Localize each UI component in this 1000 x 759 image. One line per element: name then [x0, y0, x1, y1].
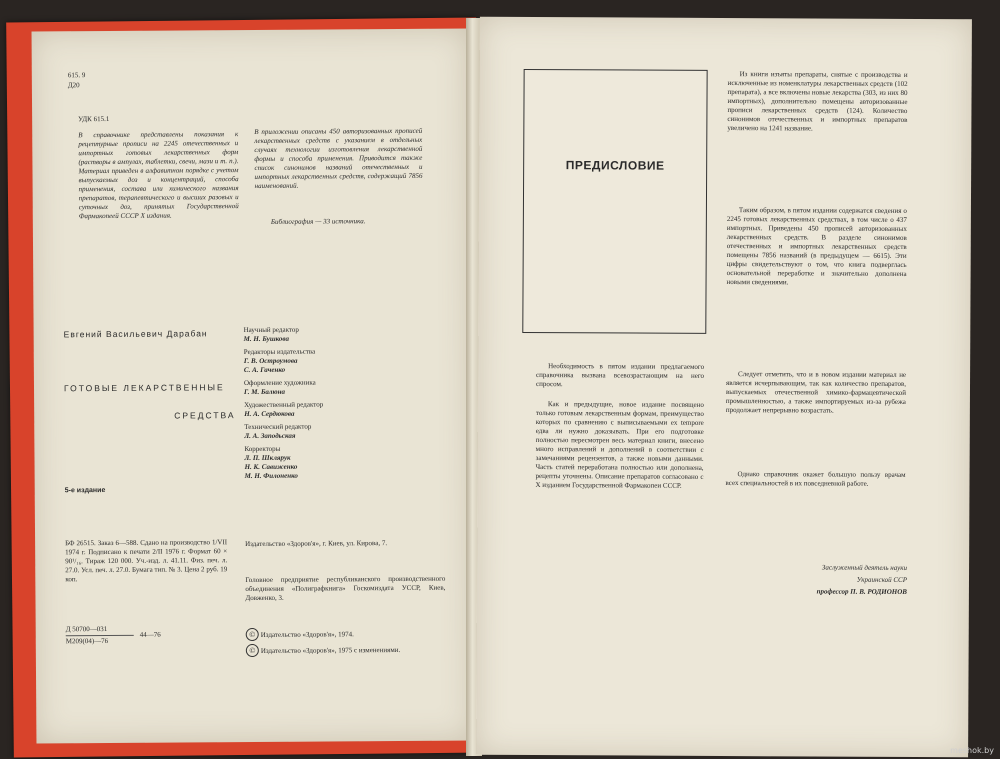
bibliography: Библиография — 33 источника. [270, 217, 366, 226]
preface-right-p3: Следует отметить, что и в новом издании материал не является исчерпывающим, так как количество препаратов, выпускаемых отечественной химико-фармацевтической промышленностью, а также импортируемых из-за рубежа продолжает непрерывно возрастать. [725, 370, 907, 415]
imprint-details: БФ 26515. Заказ 6—588. Сдано на производство 1/VII 1974 г. Подписано к печати 2/II 1976 г. Формат 60 × 90¹/₁₆. Тираж 120 000. Уч.-изд. л. 41.11. Физ. печ. л. 27.0. Усл. печ. л. 27.0. Бумага тип. № 3. Цена 2 руб. 19 коп. [65, 538, 228, 584]
right-page [476, 17, 972, 758]
preface-frame [522, 69, 707, 334]
credit-role: Оформление художника [243, 378, 316, 388]
preface-left-p1: Необходимость в пятом издании предлагаемого справочника вызвана всевозрастающим на него спросом. [535, 362, 705, 389]
abstract-left: В справочнике представлены показания к рецептурные прописи на 2245 отечественных и импортных готовых лекарственных форм (растворы в ампулах, таблетки, свечи, мази и т. п.). Материал приведен в алфавитном порядке с учетом выпускаемых доз и концентраций, способа применения, состава или химического названия препаратов, терапевтического и высших разовых и суточных доз, принятых Государственной Фармакопеей СССР X издания. [78, 130, 239, 221]
credit-role: Редакторы издательства [243, 347, 316, 357]
copyright-icon: © [246, 628, 259, 641]
copyright-1974 [246, 627, 446, 641]
printer-info: Головное предприятие республиканского производственного объединения «Полиграфкнига» Госкомиздата УССР, Киев, Довженко, 3. [245, 574, 446, 603]
catalog-number-bottom: Д20 [67, 81, 80, 90]
credit-role: Художественный редактор [244, 400, 324, 410]
publisher-address: Издательство «Здоров'я», г. Киев, ул. Кирова, 7. [245, 539, 388, 549]
preface-right-p1: Из книги изъяты препараты, снятые с производства и исключенные из номенклатуры лекарственных средств (102 препарата), а все включены новые лекарства (303, из них 80 импортных), дополнительно помещены авторизованные прописи лекарственных средств (124). Количество синонимов отечественных и импортных препаратов увеличено на 1241 название. [727, 70, 908, 133]
preface-right-p4: Однако справочник окажет большую пользу врачам всех специальностей в их повседневной работе. [725, 470, 906, 488]
copyright-icon: © [246, 644, 259, 657]
catalog-number-top: 615. 9 [67, 71, 86, 80]
book-title-line1: ГОТОВЫЕ ЛЕКАРСТВЕННЫЕ [63, 382, 225, 394]
credit-names: Г. М. Балюна [244, 387, 286, 397]
code-right: 44—76 [139, 630, 161, 639]
credit-names: М. Н. Бушкова [243, 334, 290, 344]
preface-title: ПРЕДИСЛОВИЕ [565, 158, 665, 173]
credit-entry [244, 325, 444, 344]
code-top: Д 50700—031 [65, 625, 108, 634]
copyright-1975-text: Издательство «Здоров'я», 1975 с изменениями. [260, 645, 401, 655]
credit-entry [244, 444, 444, 481]
credit-entry [244, 422, 444, 441]
edition-label: 5-е издание [64, 487, 106, 495]
preface-right-p2: Таким образом, в пятом издании содержатся сведения о 2245 готовых лекарственных средствах, в том числе о 437 импортных. Приведены 450 прописей авторизованных лекарственных средств. В разделе синонимов отечественных и импортных лекарственных средств помещены 7856 названий (в предыдущем — 6615). Эти цифры свидетельствуют о том, что книга подверглась основательной переработке и значительно дополнена новыми сведениями. [726, 206, 907, 287]
credit-entry [244, 378, 444, 397]
credit-names: Г. В. Остроумова С. А. Гаченко [243, 356, 298, 375]
left-page [32, 28, 473, 743]
credits-block [244, 325, 445, 485]
signature-line3: профессор П. В. РОДИОНОВ [816, 587, 907, 596]
credit-entry [244, 400, 444, 419]
copyright-1974-text: Издательство «Здоров'я», 1974. [260, 630, 354, 639]
preface-left-p2: Как и предыдущие, новое издание посвящено только готовым лекарственным формам, преимущество которых по сравнению с выписываемыми ex tempore едва ли нужно доказывать. При его подготовке полностью пересмотрен весь материал книги, внесено много исправлений и дополнений в соответствии с замечаниями рецензентов, а также новыми данными. Часть статей переработана полностью или дополнена, рецепты уточнены. Описание препаратов согласовано с X изданием Государственной Фармакопеи СССР. [535, 400, 704, 490]
credit-role: Научный редактор [243, 325, 299, 335]
credit-role: Корректоры [244, 444, 281, 454]
abstract-right: В приложении описаны 450 авторизованных прописей лекарственных средств с указанием в отдельных случаях технологии изготовления лекарственной формы и способа применения. Приводится также список синонимов названий отечественных и импортных лекарственных средств, содержащий 7856 наименований. [254, 126, 423, 190]
credit-role: Технический редактор [244, 422, 312, 432]
code-bottom: М209(04)—76 [65, 637, 109, 646]
credit-names: Н. А. Сердюкова [244, 409, 295, 419]
copyright-1975 [246, 643, 446, 657]
credit-entry [244, 347, 444, 375]
udk-code: УДК 615.1 [78, 114, 110, 124]
signature-line1: Заслуженный деятель науки [821, 563, 908, 572]
signature-line2: Украинской ССР [856, 575, 908, 584]
author-name: Евгений Васильевич Дарабан [63, 328, 208, 340]
credit-names: Л. П. Шклярук Н. К. Савиженко М. Н. Филоненко [244, 453, 298, 481]
credit-names: Л. А. Заподьская [244, 431, 296, 441]
book-title-line2: СРЕДСТВА [174, 410, 236, 421]
watermark-text: meshok.by [950, 746, 994, 755]
